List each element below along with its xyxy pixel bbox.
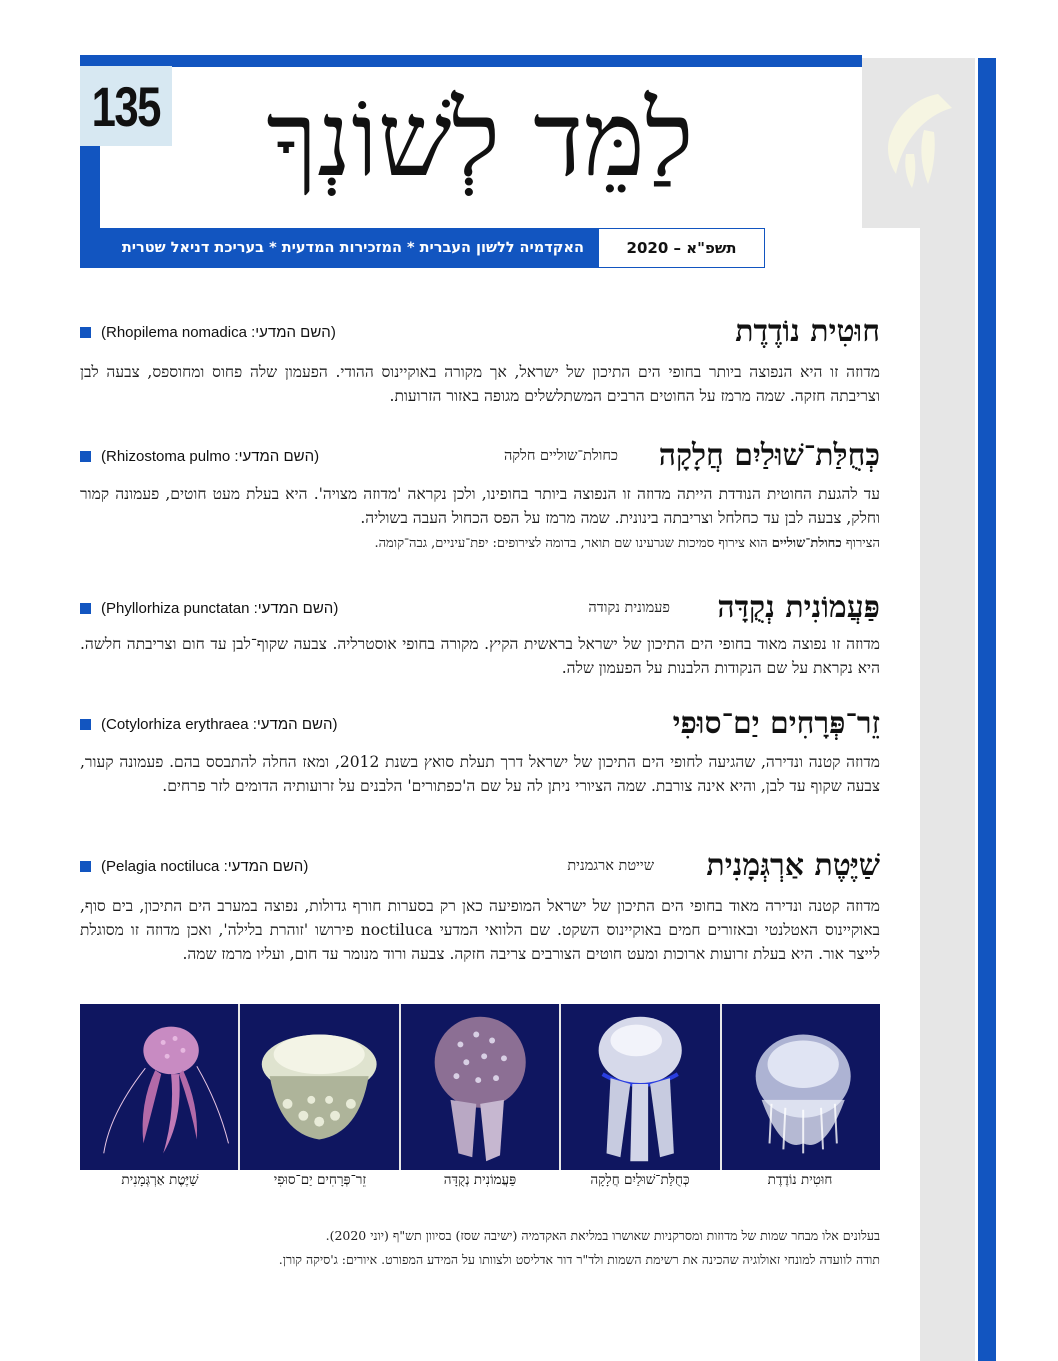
entry-common-name: שייטת ארגמנית xyxy=(567,858,654,874)
year-badge: תשפ"א – 2020 xyxy=(598,228,765,268)
academy-logo-icon xyxy=(876,84,956,194)
entry-body: מדוזה קטנה ונדירה מאוד בחופי הים התיכון של ישראל המופיעה כאן רק בסערות חורף גדולות, נפוצה במערב הים התיכון, בים סוף, באוקיינוס האטלנטי ובאזורים חמים באוקיינוס השקט. שם הלוואי המדעי noctiluca פירושו 'זוהרת בלילה', ואכן מדוזה זו מסוגלת לייצר אור. היא בעלת זרועות ארוכות ומעט חוטים הצורבים צריבה חזקה. צבעה ורוד מנומר עד חום, ועליו מרמז שמה. xyxy=(80,897,880,963)
issue-number: 135 xyxy=(91,74,161,138)
entry-body: עד להגעת החוטית הנודדת הייתה מדוזה זו הנפוצה ביותר בחופינו, ולכן נקראה 'מדוזה מצויה'. היא בעלת מעט חוטים, פעמונה קמור וחלק, צבעה לבן עד כחלחל וצריבתה בינונית. שמה מרמז על הפס הכחול העבה בשוליה. xyxy=(80,485,880,527)
scientific-name: (Cotylorhiza erythraea :השם המדעי) xyxy=(80,716,337,733)
entry-header xyxy=(80,846,880,886)
image-caption: פַּעֲמוֹנִית נְקֻדָּה xyxy=(443,1172,517,1188)
scientific-name: (Rhopilema nomadica :השם המדעי) xyxy=(80,324,336,341)
scientific-name: (Rhizostoma pulmo :השם המדעי) xyxy=(80,448,319,465)
jellyfish-illustrations xyxy=(80,1004,880,1170)
issue-number-box xyxy=(80,66,172,146)
entry-title: פַּעֲמוֹנִית נְקֻדָּה xyxy=(717,590,880,625)
jellyfish-image-phyllorhiza xyxy=(399,1004,559,1170)
entry-header xyxy=(80,312,880,352)
entry-header xyxy=(80,436,880,476)
scientific-name: (Phyllorhiza punctatan :השם המדעי) xyxy=(80,600,338,617)
entry-body: מדוזה זו נפוצה מאוד בחופי הים התיכון של ישראל בראשית הקיץ. מקורה בחופי אוסטרליה. צבעה שקוף־לבן עד חום וצריבתה חלשה. היא נקראת על שם הנקודות הלבנות על הפעמון שלה. xyxy=(80,635,880,677)
entry-body: מדוזה קטנה ונדירה, שהגיעה לחופי הים התיכון של ישראל דרך תעלת סואץ בשנת 2012, ומאז החלה להתבסס בהם. פעמונה קעור, צבעה שקוף עד לבן, והיא אינה צורבת. שמה הציורי ניתן לה על שם ה'כפתורים' הלבנים על זרועותיה הדומים לזר פרחים. xyxy=(80,753,880,795)
jellyfish-image-cotylorhiza xyxy=(238,1004,398,1170)
entry-title: חוּטִית נוֹדֶדֶת xyxy=(735,314,880,349)
image-caption: זֵר־פְּרָחִים יַם־סוּפִי xyxy=(273,1172,367,1188)
image-caption: שַׁיֶּטֶת אַרְגְּמָנִית xyxy=(121,1172,199,1188)
entry-common-name: כחולת־שוליים חלקה xyxy=(503,448,618,464)
image-caption: כְּחֻלַּת־שׁוּלַיִם חֲלָקָה xyxy=(590,1172,690,1188)
entry-title: שַׁיֶּטֶת אַרְגְּמָנִית xyxy=(706,848,880,883)
jellyfish-image-rhizostoma xyxy=(559,1004,719,1170)
image-captions xyxy=(80,1172,880,1196)
entry-common-name: פעמונית נקודה xyxy=(588,600,670,616)
entry-body: מדוזה זו היא הנפוצה ביותר בחופי הים התיכון של ישראל, אך מקורה באוקיינוס ההודי. הפעמון שלה פחוס ומחוספס, צבעה לבן וצריבתה חזקה. שמה מרמז על החוטים הרבים המשתלשלים מגופה באזור הזרועות. xyxy=(80,363,880,405)
footer-credits: תודה לוועדה למונחי זאולוגיה שהכינה את רשימת השמות ולד"ר דור אדליסט ולצוותו על המידע המפורט. איורים: ג'סיקה קורן. xyxy=(278,1252,880,1267)
bullet-square-icon xyxy=(80,327,91,338)
side-blue-stripe xyxy=(978,58,996,1361)
subtitle-bar: האקדמיה ללשון העברית * המזכירות המדעית * בעריכת דניאל שטרית xyxy=(80,228,598,268)
bullet-square-icon xyxy=(80,861,91,872)
bullet-square-icon xyxy=(80,719,91,730)
entry-note: הצירוף כחולת־שוליים הוא צירוף סמיכות שגרעינו שם תואר, בדומה לצירופים: יפת־עיניים, גבה־קומה. xyxy=(374,536,880,551)
image-caption: חוּטִית נוֹדֶדֶת xyxy=(767,1172,833,1188)
entry-title: כְּחֻלַּת־שׁוּלַיִם חֲלָקָה xyxy=(658,438,880,473)
bullet-square-icon xyxy=(80,603,91,614)
bullet-square-icon xyxy=(80,451,91,462)
scientific-name: (Pelagia noctiluca :השם המדעי) xyxy=(80,858,308,875)
jellyfish-image-pelagia xyxy=(80,1004,238,1170)
entry-title: זֵר־פְּרָחִים יַם־סוּפִי xyxy=(672,706,880,741)
entry-header xyxy=(80,704,880,744)
jellyfish-image-rhopilema xyxy=(720,1004,880,1170)
page-title: לַמֵּד לְשׁוֹנְךָ xyxy=(266,78,694,200)
footer-line: בעלונים אלו מבחר שמות של מדוזות ומסרקניות שאושרו במליאת האקדמיה (ישיבה שסז) בסיוון תש"ף (יוני 2020). xyxy=(325,1228,880,1243)
side-panel xyxy=(920,58,975,1361)
entry-header xyxy=(80,588,880,628)
